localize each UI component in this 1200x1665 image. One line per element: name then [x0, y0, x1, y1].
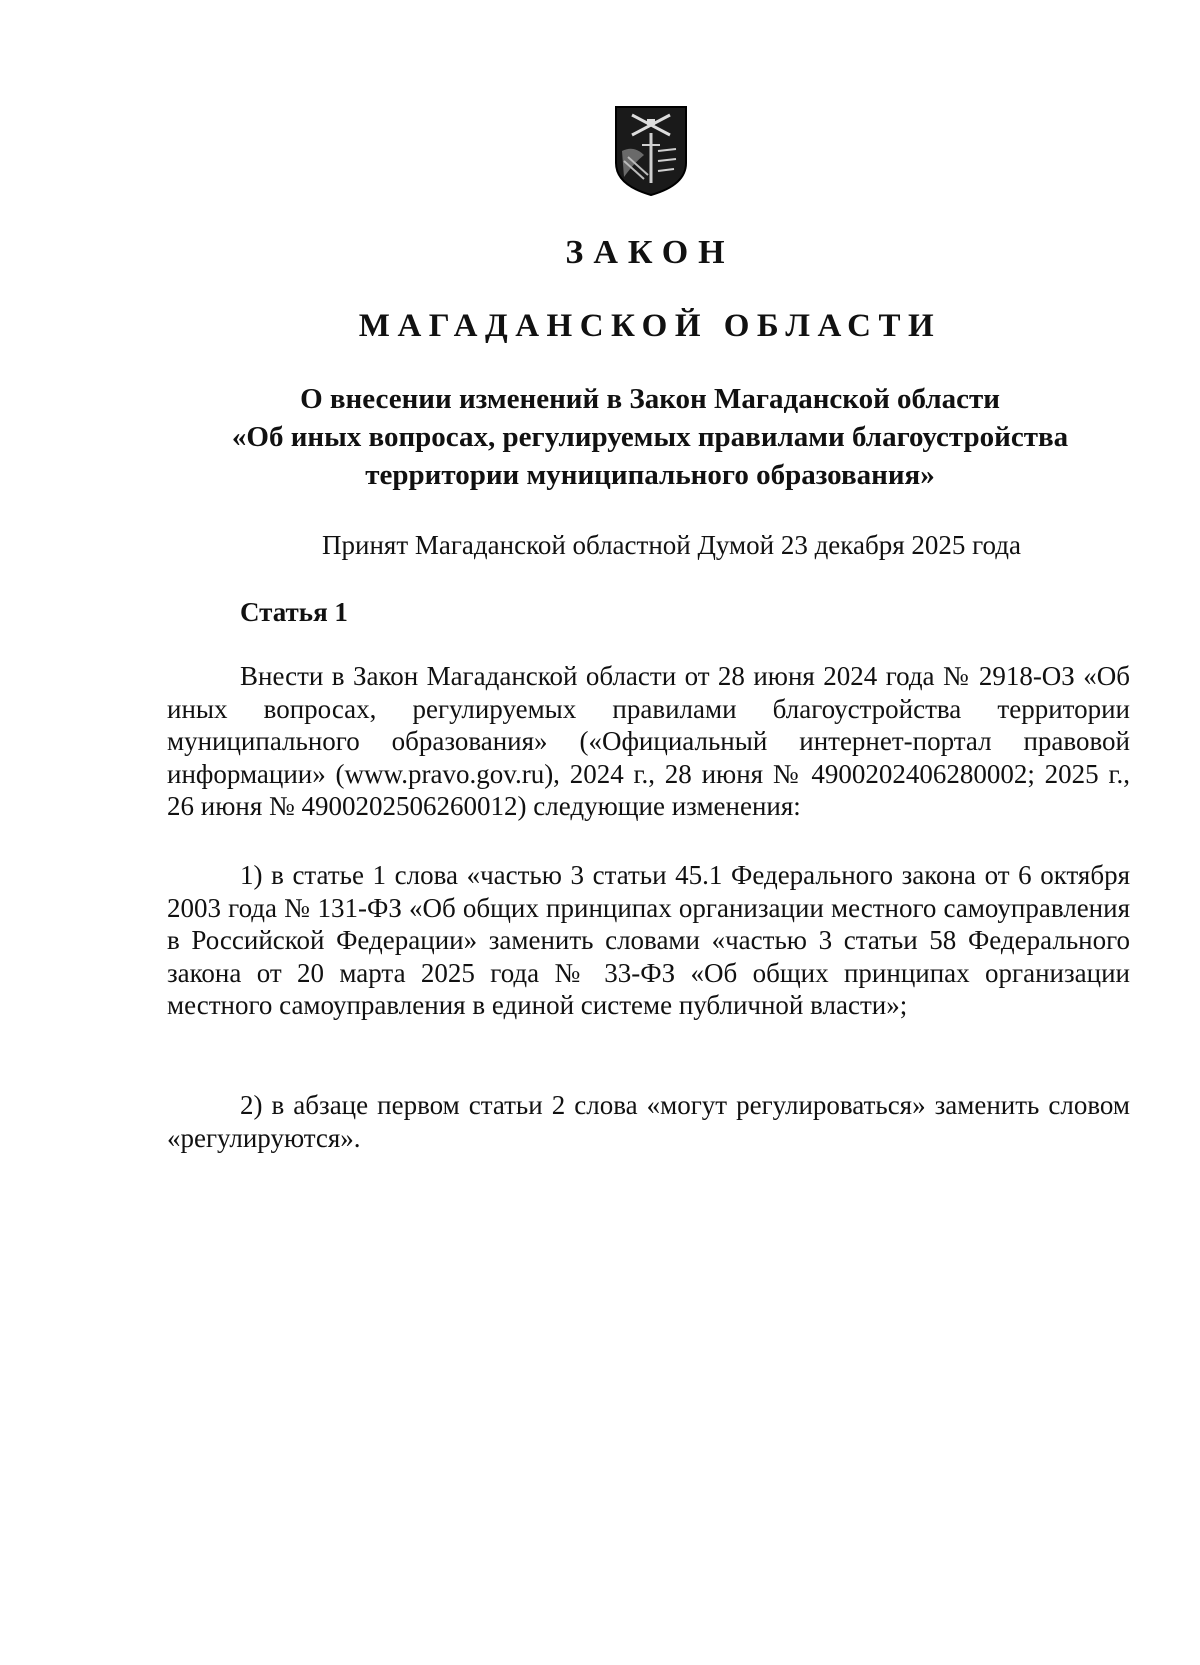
article-paragraph: Внести в Закон Магаданской области от 28 июня 2024 года № 2918-ОЗ «Об иных вопросах, регулируемых правилами благоустройства территории муниципального образования» («Официальный интернет-портал правовой информации» (www.pravo.gov.ru), 2024 г., 28 июня № 4900202406280002; 2025 г., 26 июня № 4900202506260012) следующие изменения: [167, 661, 1130, 821]
coat-of-arms-icon [614, 105, 688, 197]
region-heading: МАГАДАНСКОЙ ОБЛАСТИ [358, 308, 942, 344]
article-heading: Статья 1 [240, 597, 348, 627]
title-line: О внесении изменений в Закон Магаданской области [300, 383, 1000, 415]
title-line: территории муниципального образования» [365, 459, 935, 491]
article-paragraph: 1) в статье 1 слова «частью 3 статьи 45.1 Федерального закона от 6 октября 2003 года № 131-ФЗ «Об общих принципах организации местного самоуправления в Российской Федерации» заменить словами «частью 3 статьи 58 Федерального закона от 20 марта 2025 года № 33-ФЗ «Об общих принципах организации местного самоуправления в единой системе публичной власти»; [167, 860, 1130, 1020]
article-paragraph: 2) в абзаце первом статьи 2 слова «могут регулироваться» заменить словом «регулируются». [167, 1090, 1130, 1153]
adoption-note: Принят Магаданской областной Думой 23 декабря 2025 года [322, 530, 1021, 560]
title-line: «Об иных вопросах, регулируемых правилами благоустройства [231, 421, 1069, 453]
law-heading: ЗАКОН [565, 234, 735, 271]
document-title [160, 380, 1140, 494]
